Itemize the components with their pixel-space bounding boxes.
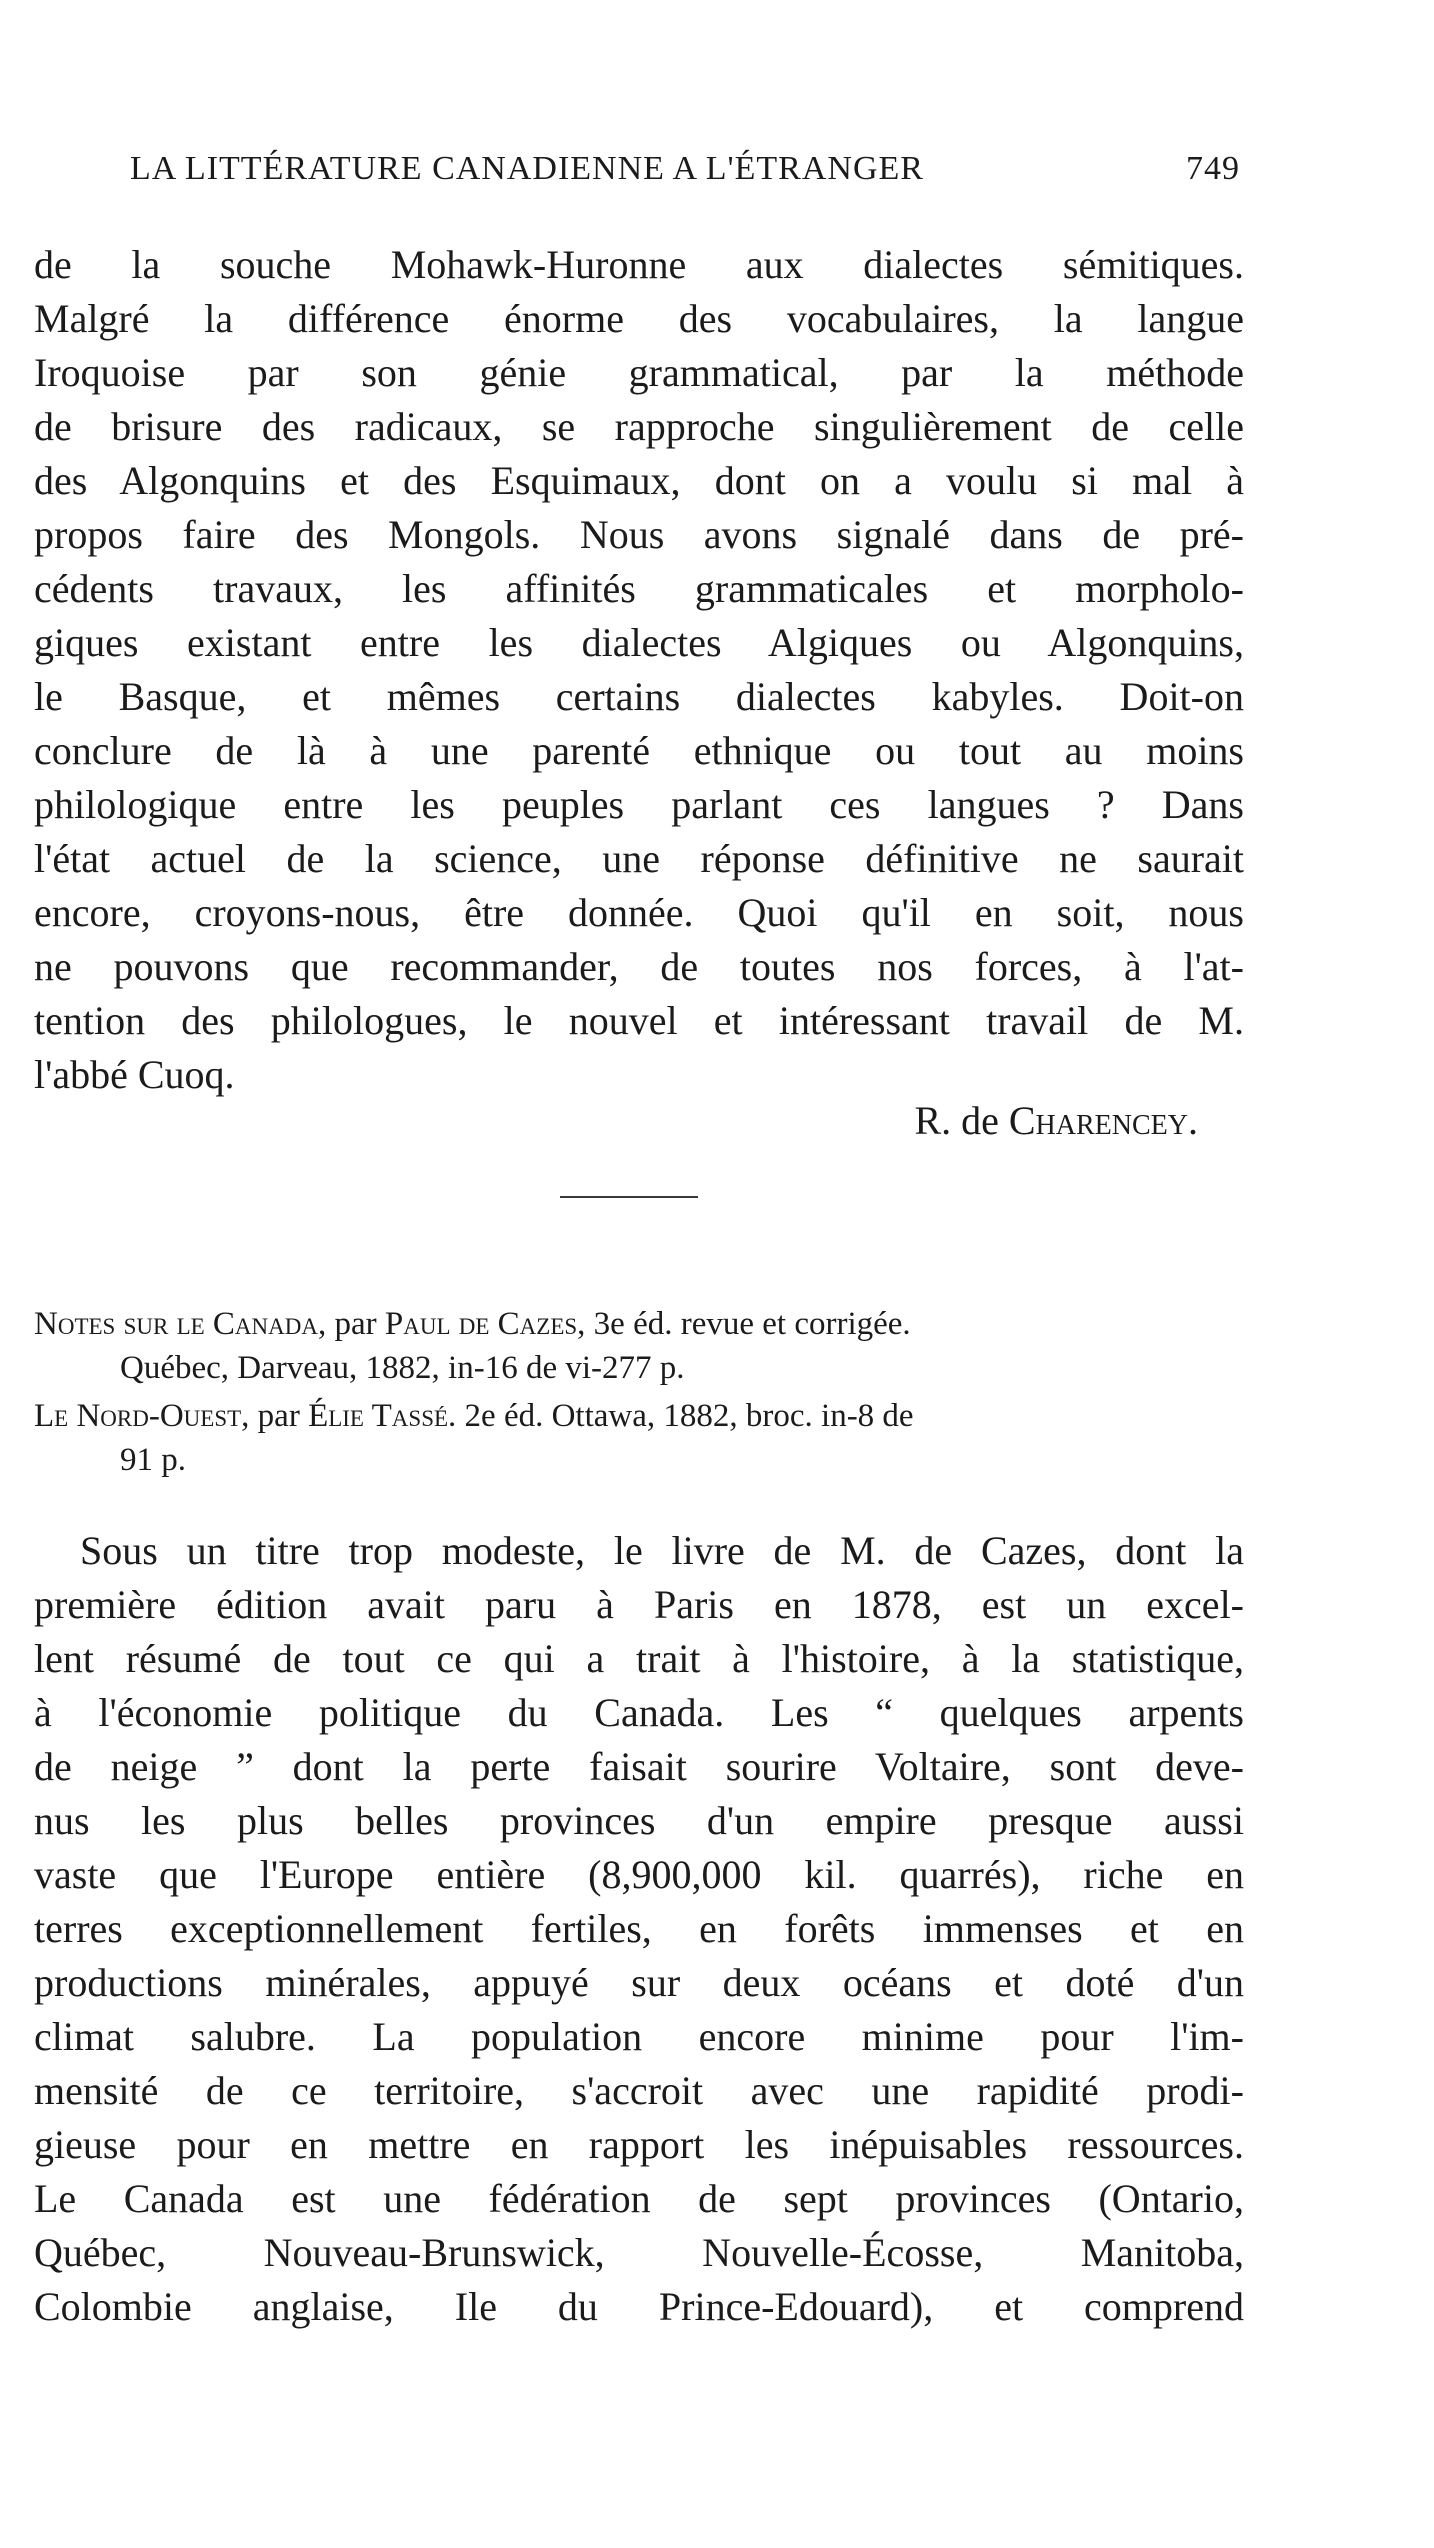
text-line: giques existant entre les dialectes Algiques ou Algonquins, (34, 620, 1244, 665)
text-line: Québec, Nouveau-Brunswick, Nouvelle-Écosse, Manitoba, (34, 2230, 1244, 2275)
text-line: de neige ” dont la perte faisait sourire Voltaire, sont deve- (34, 1744, 1244, 1789)
signature-surname: Charencey. (1008, 1098, 1198, 1143)
bibliography-by: , par (241, 1398, 309, 1434)
text-line: le Basque, et mêmes certains dialectes kabyles. Doit-on (34, 674, 1244, 719)
text-line: conclure de là à une parenté ethnique ou tout au moins (34, 728, 1244, 773)
bibliography-imprint: Québec, Darveau, 1882, in-16 de vi-277 p. (120, 1350, 685, 1386)
bibliography-details: , 3e éd. revue et corrigée. (577, 1306, 911, 1342)
text-line: cédents travaux, les affinités grammaticales et morpholo- (34, 566, 1244, 611)
text-line: Le Canada est une fédération de sept provinces (Ontario, (34, 2176, 1244, 2221)
text-line: vaste que l'Europe entière (8,900,000 kil. quarrés), riche en (34, 1852, 1244, 1897)
bibliography-details: . 2e éd. Ottawa, 1882, broc. in-8 de (448, 1398, 914, 1434)
text-line: Iroquoise par son génie grammatical, par la méthode (34, 350, 1244, 395)
text-line: philologique entre les peuples parlant ces langues ? Dans (34, 782, 1244, 827)
text-line: à l'économie politique du Canada. Les “ quelques arpents (34, 1690, 1244, 1735)
text-line: Sous un titre trop modeste, le livre de M. de Cazes, dont la (80, 1528, 1244, 1573)
review-paragraph-2 (34, 1524, 1244, 2334)
text-line: nus les plus belles provinces d'un empire presque aussi (34, 1798, 1244, 1843)
bibliography-line (34, 1394, 1244, 1438)
book-title: Le Nord-Ouest (34, 1398, 242, 1434)
text-line: encore, croyons-nous, être donnée. Quoi qu'il en soit, nous (34, 890, 1244, 935)
text-line: gieuse pour en mettre en rapport les inépuisables ressources. (34, 2122, 1244, 2167)
bibliography-entry-2 (34, 1394, 1244, 1482)
text-line: des Algonquins et des Esquimaux, dont on a voulu si mal à (34, 458, 1244, 503)
book-title: Notes sur le Canada (34, 1306, 318, 1342)
text-line: Colombie anglaise, Ile du Prince-Edouard), et comprend (34, 2284, 1244, 2329)
page-number: 749 (1186, 150, 1240, 187)
text-line: climat salubre. La population encore minime pour l'im- (34, 2014, 1244, 2059)
text-line: Malgré la différence énorme des vocabulaires, la langue (34, 296, 1244, 341)
text-line: lent résumé de tout ce qui a trait à l'histoire, à la statistique, (34, 1636, 1244, 1681)
bibliography-imprint: 91 p. (120, 1442, 186, 1478)
review-paragraph-1 (34, 238, 1244, 1102)
text-line: l'état actuel de la science, une réponse définitive ne saurait (34, 836, 1244, 881)
text-line: de la souche Mohawk-Huronne aux dialectes sémitiques. (34, 242, 1244, 287)
bibliography-line (34, 1302, 1244, 1346)
running-head (130, 150, 1240, 210)
text-line: ne pouvons que recommander, de toutes nos forces, à l'at- (34, 944, 1244, 989)
text-line: mensité de ce territoire, s'accroit avec une rapidité prodi- (34, 2068, 1244, 2113)
bibliography-entry-1 (34, 1302, 1244, 1390)
running-head-title: LA LITTÉRATURE CANADIENNE A L'ÉTRANGER (130, 150, 924, 187)
text-line: l'abbé Cuoq. (34, 1052, 235, 1097)
signature-initial: R. de (914, 1098, 999, 1143)
text-line: tention des philologues, le nouvel et intéressant travail de M. (34, 998, 1244, 1043)
text-line: propos faire des Mongols. Nous avons signalé dans de pré- (34, 512, 1244, 557)
review-signature (914, 1094, 1198, 1148)
text-line: première édition avait paru à Paris en 1878, est un excel- (34, 1582, 1244, 1627)
text-line: terres exceptionnellement fertiles, en forêts immenses et en (34, 1906, 1244, 1951)
book-author: Paul de Cazes (384, 1306, 578, 1342)
text-line: productions minérales, appuyé sur deux océans et doté d'un (34, 1960, 1244, 2005)
bibliography-by: , par (317, 1306, 385, 1342)
book-author: Élie Tassé (308, 1398, 449, 1434)
text-line: de brisure des radicaux, se rapproche singulièrement de celle (34, 404, 1244, 449)
section-divider (560, 1196, 698, 1198)
